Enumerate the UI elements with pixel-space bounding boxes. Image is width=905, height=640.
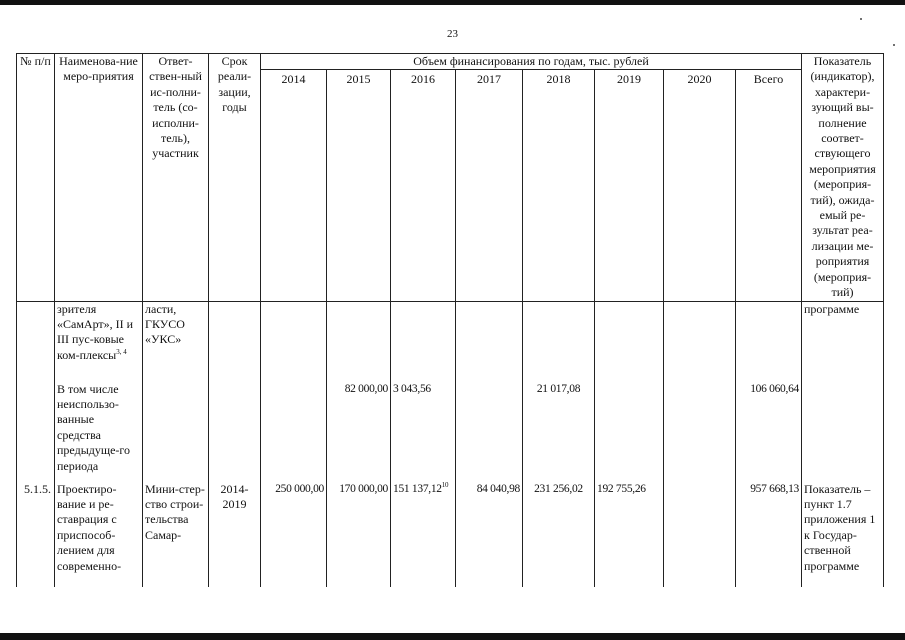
col-header-financing: Объем финансирования по годам, тыс. рублей	[261, 54, 802, 70]
year-header-2016: 2016	[391, 70, 456, 301]
col-header-number: № п/п	[17, 54, 55, 302]
year-header-2020: 2020	[664, 70, 736, 301]
col-header-indicator: Показатель (индикатор), характери-зующий вы-полнение соответ-ствующего мероприятия (мероприя-тий), ожида-емый ре-зультат реа-лизации ме-роприятия (мероприя-тий)	[802, 54, 884, 302]
scan-speck	[860, 18, 862, 20]
row1-responsible: ласти, ГКУСО «УКС»	[143, 301, 209, 382]
row2-total: 106 060,64	[736, 382, 802, 482]
row3-2019: 192 755,26	[595, 482, 664, 587]
financing-table	[16, 53, 884, 587]
row3-term: 2014-2019	[209, 482, 261, 587]
col-header-term: Срок реали-зации, годы	[209, 54, 261, 302]
row3-total: 957 668,13	[736, 482, 802, 587]
row2-2015: 82 000,00	[327, 382, 391, 482]
row1-indicator: программе	[802, 301, 884, 382]
year-header-2014: 2014	[261, 70, 327, 301]
row3-2016: 151 137,12$^{10}$	[391, 482, 456, 587]
row3-2018: 231 256,02	[523, 482, 595, 587]
scan-speck	[893, 44, 895, 46]
bottom-scan-border	[0, 633, 905, 640]
header-row-1	[17, 54, 884, 70]
page-number: 23	[447, 28, 458, 40]
row2-2018: 21 017,08	[523, 382, 595, 482]
table-row	[17, 482, 884, 587]
year-header-2019: 2019	[595, 70, 664, 301]
row3-responsible: Мини-стер-ство строи-тельства Самар-	[143, 482, 209, 587]
year-header-2015: 2015	[327, 70, 391, 301]
row3-2017: 84 040,98	[456, 482, 523, 587]
year-header-2017: 2017	[456, 70, 523, 301]
row2-2016: 3 043,56	[391, 382, 456, 482]
table-row	[17, 301, 884, 382]
row1-name: зрителя «СамАрт», II и III пус-ковые ком-плексы$^{3, 4}$	[55, 301, 143, 382]
row3-number: 5.1.5.	[17, 482, 55, 587]
top-scan-border	[0, 0, 905, 5]
year-header-total: Всего	[736, 70, 802, 301]
row2-name: В том числе неиспользо-ванные средства предыдуще-го периода	[55, 382, 143, 482]
col-header-responsible: Ответ-ствен-ный ис-полни-тель (со-исполни-тель), участник	[143, 54, 209, 302]
table-row	[17, 382, 884, 482]
row3-name: Проектиро-вание и ре-ставрация с приспособ-лением для современно-	[55, 482, 143, 587]
col-header-name: Наименова-ние меро-приятия	[55, 54, 143, 302]
row3-indicator: Показатель – пункт 1.7 приложения 1 к Государ-ственной программе	[802, 482, 884, 587]
year-header-2018: 2018	[523, 70, 595, 301]
row3-2015: 170 000,00	[327, 482, 391, 587]
row3-2014: 250 000,00	[261, 482, 327, 587]
